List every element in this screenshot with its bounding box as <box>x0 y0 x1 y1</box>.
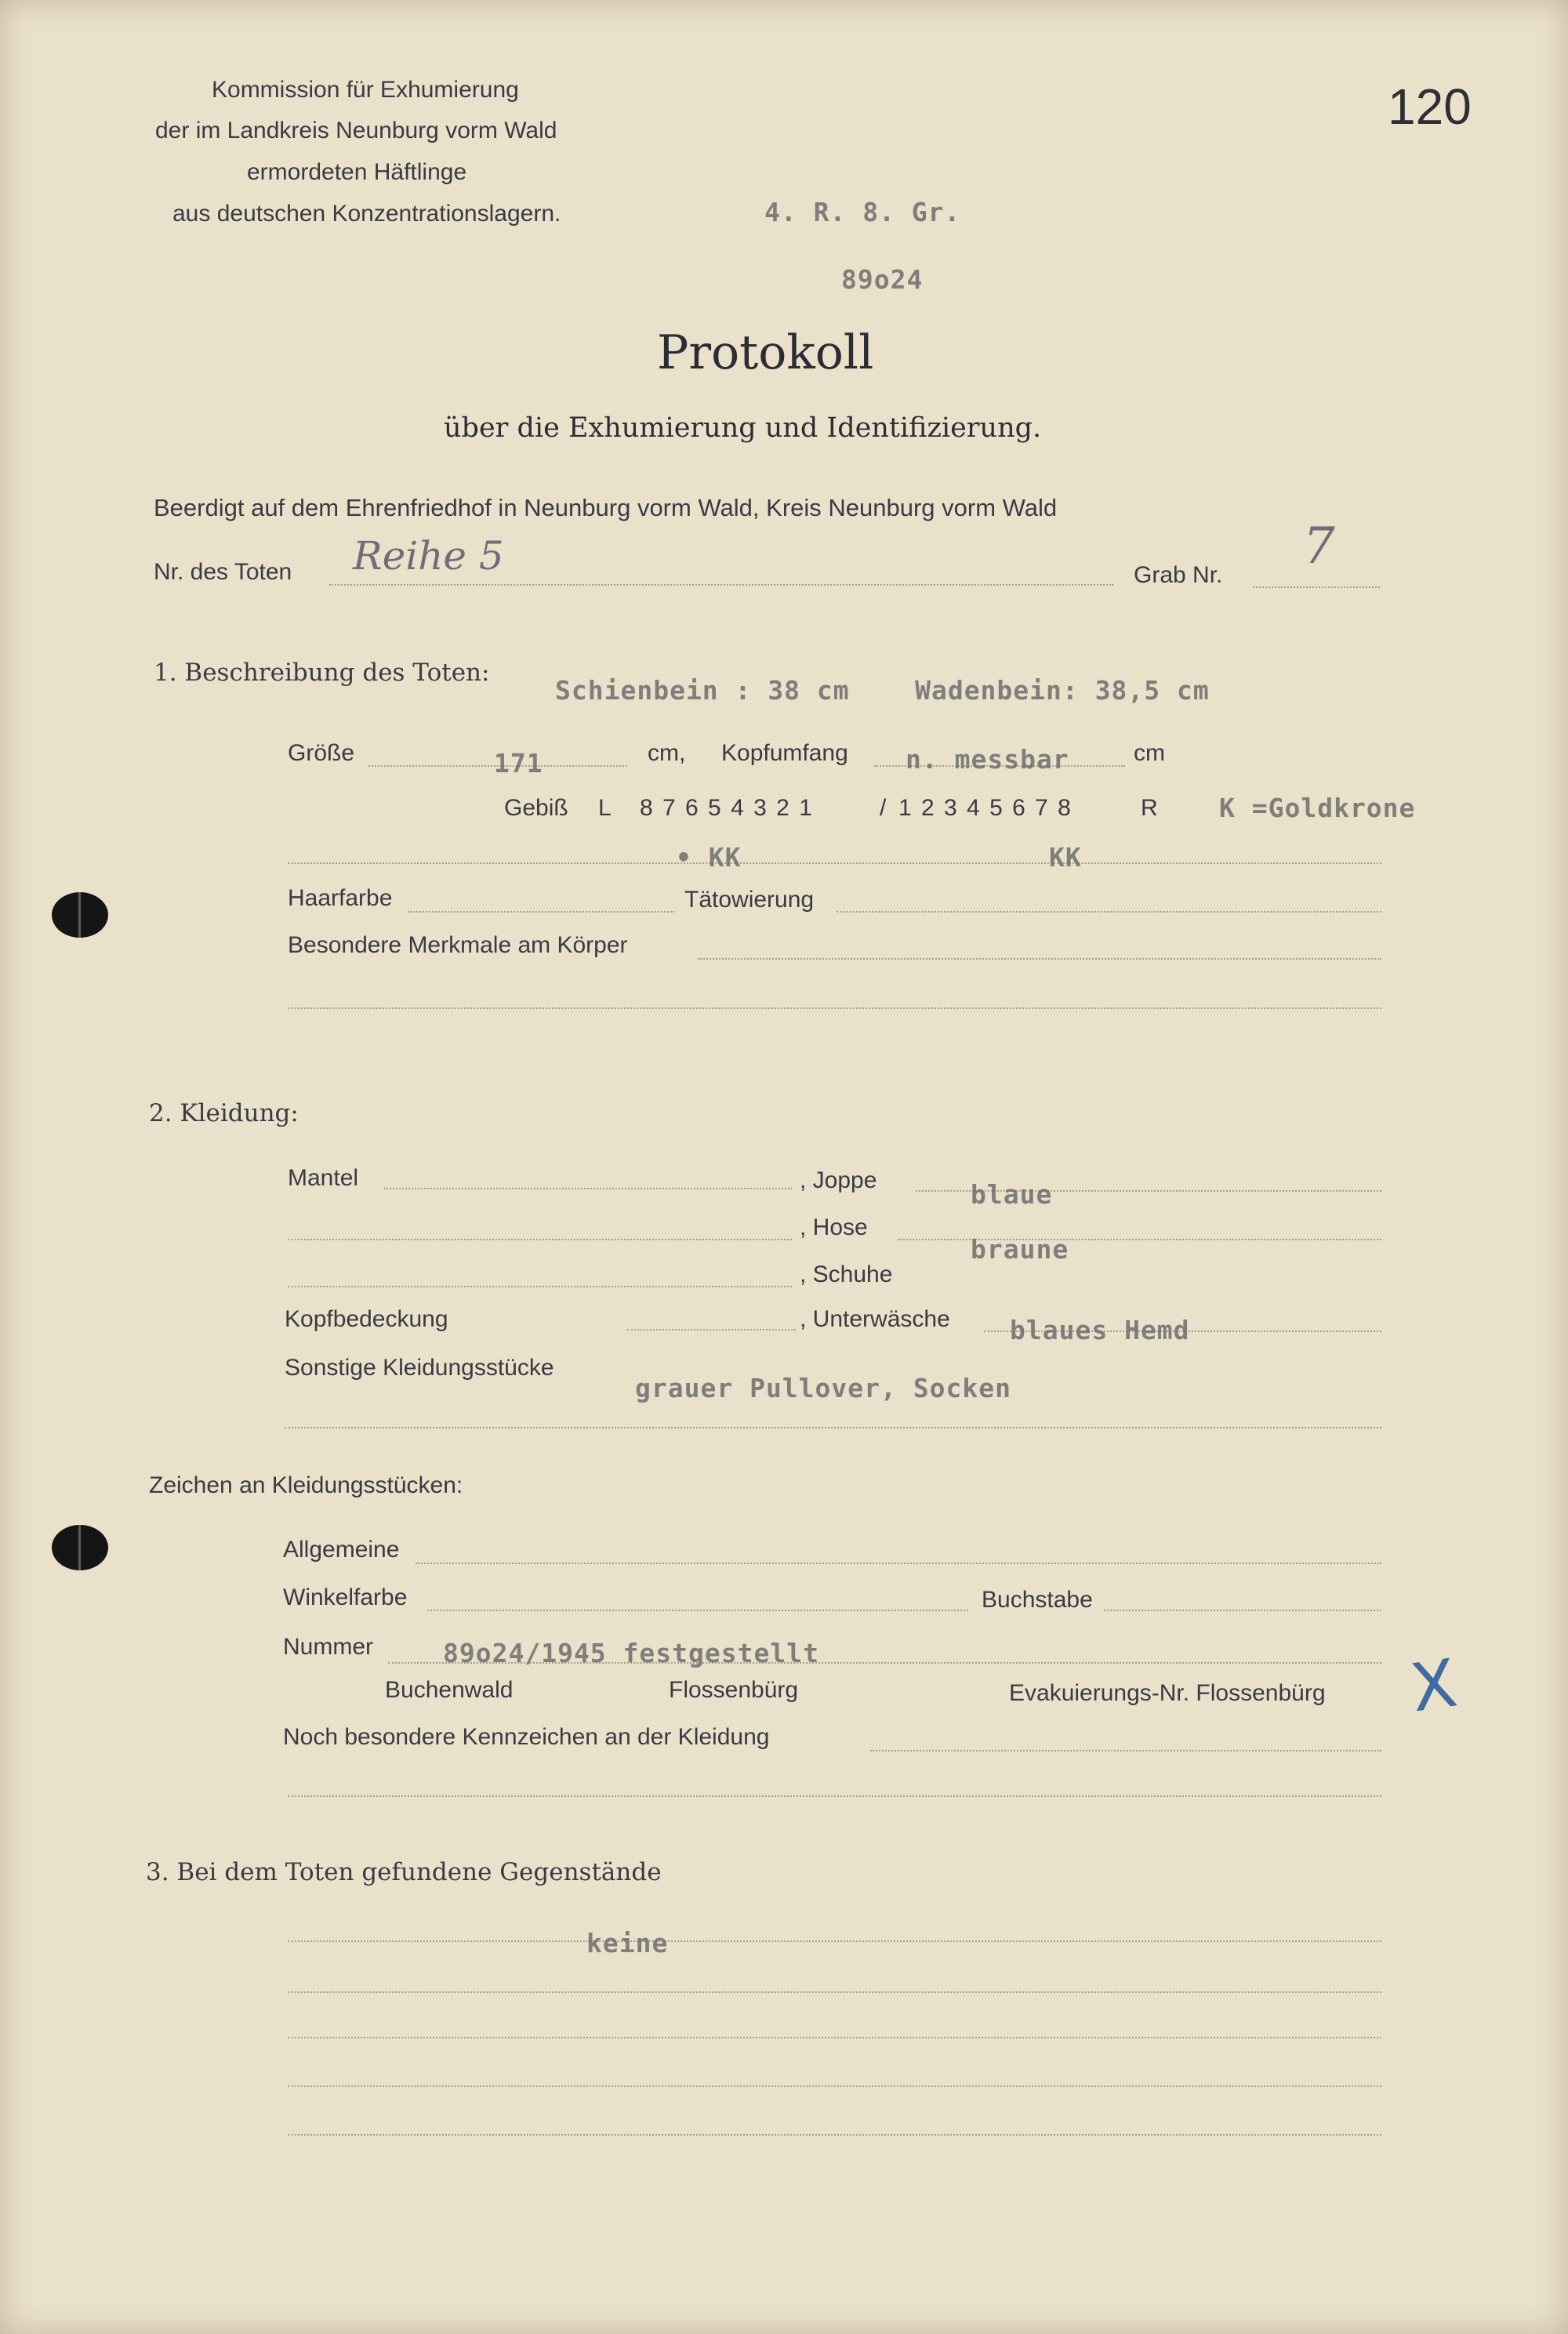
underwear-label: , Unterwäsche <box>800 1306 950 1332</box>
head-circumference-label: Kopfumfang <box>721 740 848 766</box>
height-value: 171 <box>494 748 543 779</box>
teeth-label: Gebiß <box>504 795 568 821</box>
other-clothing-label: Sonstige Kleidungsstücke <box>285 1355 554 1381</box>
tattoo-label: Tätowierung <box>684 887 815 913</box>
letter-label: Buchstabe <box>982 1587 1093 1613</box>
coat-line-3 <box>288 1286 792 1287</box>
dead-number-value: Reihe 5 <box>353 533 504 579</box>
teeth-upper-right: 1 2 3 4 5 6 7 8 <box>898 795 1073 821</box>
other-clothing-line <box>285 1427 1381 1428</box>
teeth-note: K =Goldkrone <box>1219 793 1416 823</box>
height-label: Größe <box>288 740 355 766</box>
letter-line <box>1104 1610 1381 1611</box>
items-line-1 <box>288 1940 1381 1942</box>
trousers-label: , Hose <box>800 1214 868 1240</box>
triangle-color-line <box>427 1610 968 1611</box>
headwear-line <box>627 1329 796 1330</box>
head-circumference-value: n. messbar <box>906 744 1069 775</box>
other-clothing-marks-line-2 <box>288 1795 1381 1797</box>
section-1-heading: 1. Beschreibung des Toten: <box>154 659 490 687</box>
other-clothing-value: grauer Pullover, Socken <box>635 1373 1011 1403</box>
body-marks-line-2 <box>288 1007 1381 1009</box>
teeth-upper-left: 8 7 6 5 4 3 2 1 <box>640 795 814 821</box>
body-marks-label: Besondere Merkmale am Körper <box>288 932 628 958</box>
burial-line: Beerdigt auf dem Ehrenfriedhof in Neunburg vorm Wald, Kreis Neunburg vorm Wald <box>154 494 1058 521</box>
number-value: 89o24/1945 festgestellt <box>443 1638 819 1668</box>
jacket-value: blaue <box>971 1179 1053 1210</box>
hair-color-line <box>408 911 674 913</box>
teeth-row-2-line <box>288 862 1381 864</box>
bone-measurements: Schienbein : 38 cm Wadenbein: 38,5 cm <box>555 675 1210 706</box>
height-unit: cm, <box>648 740 686 766</box>
teeth-separator: / <box>880 795 887 821</box>
headwear-label: Kopfbedeckung <box>285 1306 448 1332</box>
other-clothing-marks-line <box>870 1750 1381 1751</box>
other-clothing-marks-label: Noch besondere Kennzeichen an der Kleidung <box>283 1724 770 1750</box>
dead-number-label: Nr. des Toten <box>154 559 292 585</box>
commission-line-4: aus deutschen Konzentrationslagern. <box>172 201 561 227</box>
grave-number-value: 7 <box>1303 517 1335 575</box>
grave-number-label: Grab Nr. <box>1134 562 1223 588</box>
number-label: Nummer <box>283 1634 374 1660</box>
items-value: keine <box>586 1928 669 1958</box>
commission-line-2: der im Landkreis Neunburg vorm Wald <box>155 118 557 143</box>
check-mark: X <box>1406 1644 1462 1727</box>
hair-color-label: Haarfarbe <box>288 885 393 911</box>
underwear-value: blaues Hemd <box>1010 1315 1190 1345</box>
grave-number-line <box>1253 586 1380 588</box>
triangle-color-label: Winkelfarbe <box>283 1584 408 1610</box>
stamp-prisoner-number: 89o24 <box>841 264 924 295</box>
page-title: Protokoll <box>657 325 874 380</box>
coat-label: Mantel <box>288 1165 359 1191</box>
coat-line <box>384 1188 792 1189</box>
page-subtitle: über die Exhumierung und Identifizierung. <box>444 412 1042 444</box>
punch-hole-upper <box>52 892 108 938</box>
items-line-3 <box>288 2037 1381 2038</box>
general-marks-label: Allgemeine <box>283 1537 400 1563</box>
section-3-heading: 3. Bei dem Toten gefundene Gegenstände <box>146 1858 662 1886</box>
clothing-marks-heading: Zeichen an Kleidungsstücken: <box>149 1472 463 1498</box>
commission-line-3: ermordeten Häftlinge <box>247 159 467 185</box>
trousers-value: braune <box>971 1234 1069 1265</box>
dead-number-line <box>329 584 1113 586</box>
body-marks-line <box>698 958 1381 960</box>
items-line-4 <box>288 2085 1381 2087</box>
camp-buchenwald: Buchenwald <box>385 1677 514 1703</box>
teeth-right-marker: R <box>1141 795 1158 821</box>
general-marks-line <box>416 1563 1381 1564</box>
commission-line-1: Kommission für Exhumierung <box>212 77 519 103</box>
head-circumference-unit: cm <box>1134 740 1165 766</box>
items-line-5 <box>288 2134 1381 2136</box>
shoes-label: , Schuhe <box>800 1261 893 1287</box>
page-number: 120 <box>1388 78 1472 135</box>
items-line-2 <box>288 1991 1381 1993</box>
coat-line-2 <box>288 1239 792 1240</box>
camp-flossenbuerg: Flossenbürg <box>669 1677 799 1703</box>
stamp-row-group: 4. R. 8. Gr. <box>764 197 961 227</box>
jacket-label: , Joppe <box>800 1167 877 1193</box>
crowns-left: • KK <box>676 842 742 873</box>
teeth-left-marker: L <box>598 795 612 821</box>
section-2-heading: 2. Kleidung: <box>149 1099 299 1127</box>
punch-hole-lower <box>52 1525 108 1570</box>
evacuation-number-flossenbuerg: Evakuierungs-Nr. Flossenbürg <box>1009 1680 1326 1706</box>
crowns-right: KK <box>1049 842 1082 873</box>
tattoo-line <box>837 911 1381 913</box>
